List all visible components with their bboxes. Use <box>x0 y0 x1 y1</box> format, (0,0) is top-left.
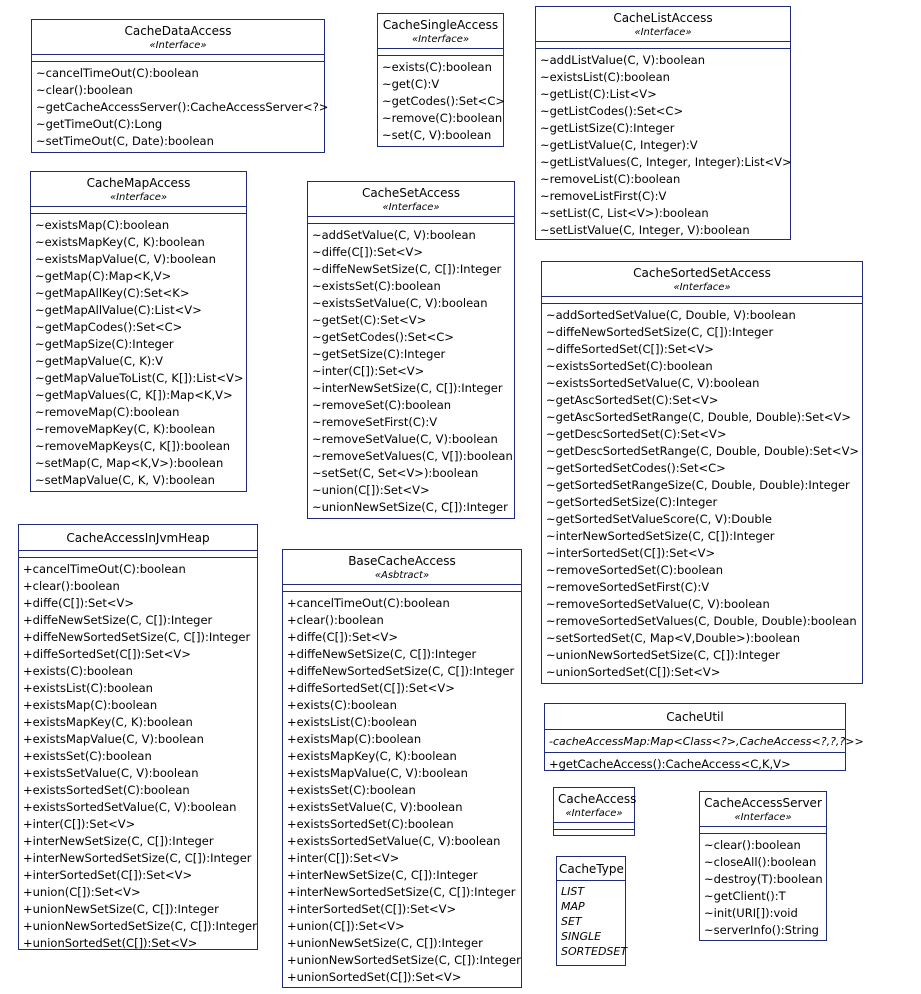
method-section <box>545 752 845 775</box>
method: ~getSortedSetValueScore(C, V):Double <box>546 512 772 526</box>
method-section <box>283 591 521 988</box>
class-cache-map-access[interactable] <box>30 171 247 492</box>
method: ~getCacheAccessServer():CacheAccessServer<?> <box>36 100 329 114</box>
method: ~init(URI[]):void <box>704 906 798 920</box>
class-name: CacheUtil <box>666 710 724 724</box>
class-cache-access[interactable] <box>553 787 635 836</box>
method: +unionNewSetSize(C, C[]):Integer <box>23 902 219 916</box>
method: +existsMapKey(C, K):boolean <box>287 749 457 763</box>
method: ~getSetCodes():Set<C> <box>312 330 454 344</box>
method: ~inter(C[]):Set<V> <box>312 364 425 378</box>
method: ~removeMap(C):boolean <box>35 405 180 419</box>
method: ~serverInfo():String <box>704 923 819 937</box>
class-stereotype: «Interface» <box>565 808 623 819</box>
method: ~getDescSortedSetRange(C, Double, Double):Set<V> <box>546 444 860 458</box>
method: ~removeSortedSetValue(C, V):boolean <box>546 597 770 611</box>
method: ~addListValue(C, V):boolean <box>540 53 705 67</box>
method: ~getSet(C):Set<V> <box>312 313 427 327</box>
attribute-section <box>545 730 864 752</box>
method: ~getMapAllValue(C):List<V> <box>35 303 202 317</box>
method: ~removeSortedSet(C):boolean <box>546 563 723 577</box>
method: ~interSortedSet(C[]):Set<V> <box>546 546 716 560</box>
method: ~existsList(C):boolean <box>540 70 670 84</box>
method: ~getMapAllKey(C):Set<K> <box>35 286 190 300</box>
method: ~union(C[]):Set<V> <box>312 483 430 497</box>
method: +union(C[]):Set<V> <box>287 919 405 933</box>
method: +interSortedSet(C[]):Set<V> <box>287 902 457 916</box>
method: +inter(C[]):Set<V> <box>287 851 400 865</box>
class-name: CacheType <box>559 862 624 876</box>
class-name: CacheSetAccess <box>361 186 461 200</box>
method: +existsMapValue(C, V):boolean <box>287 766 468 780</box>
class-name: CacheDataAccess <box>124 24 232 38</box>
method-section <box>19 557 257 954</box>
method: ~diffeNewSortedSetSize(C, C[]):Integer <box>546 325 774 339</box>
class-header <box>700 792 826 827</box>
method: ~setTimeOut(C, Date):boolean <box>36 134 214 148</box>
method: +getCacheAccess():CacheAccess<C,K,V> <box>549 757 791 771</box>
method: ~getAscSortedSet(C):Set<V> <box>546 393 719 407</box>
method: ~getMapValue(C, K):V <box>35 354 163 368</box>
class-cache-data-access[interactable] <box>31 19 329 153</box>
class-header <box>283 550 521 585</box>
class-cache-util[interactable] <box>544 703 864 771</box>
class-name: CacheAccess <box>558 792 637 806</box>
method: ~getSortedSetSize(C):Integer <box>546 495 718 509</box>
method: +diffe(C[]):Set<V> <box>287 630 399 644</box>
method-section <box>31 213 246 491</box>
method-section <box>378 55 503 146</box>
class-cache-access-server[interactable] <box>699 791 827 941</box>
method: ~existsMapKey(C, K):boolean <box>35 235 205 249</box>
method: ~set(C, V):boolean <box>382 128 492 142</box>
method: ~addSetValue(C, V):boolean <box>312 228 476 242</box>
method: +diffeSortedSet(C[]):Set<V> <box>287 681 455 695</box>
class-stereotype: «Interface» <box>634 27 692 38</box>
method: ~setSortedSet(C, Map<V,Double>):boolean <box>546 631 801 645</box>
method: +existsSortedSet(C):boolean <box>287 817 454 831</box>
method: ~unionSortedSet(C[]):Set<V> <box>546 665 721 679</box>
class-stereotype: «Interface» <box>149 40 207 51</box>
method: ~unionNewSetSize(C, C[]):Integer <box>312 500 508 514</box>
method: +existsSortedSetValue(C, V):boolean <box>287 834 501 848</box>
method: +existsSortedSetValue(C, V):boolean <box>23 800 237 814</box>
class-name: CacheAccessInJvmHeap <box>66 531 210 545</box>
method: +diffe(C[]):Set<V> <box>23 596 135 610</box>
class-name: CacheListAccess <box>613 11 713 25</box>
method: ~existsMapValue(C, V):boolean <box>35 252 216 266</box>
method: +cancelTimeOut(C):boolean <box>23 562 186 576</box>
method: ~getSortedSetRangeSize(C, Double, Double):Integer <box>546 478 850 492</box>
class-stereotype: «Asbtract» <box>374 570 430 581</box>
method: ~getDescSortedSet(C):Set<V> <box>546 427 727 441</box>
method: ~removeSetValues(C, V[]):boolean <box>312 449 513 463</box>
method: ~removeSortedSetValues(C, Double, Double):boolean <box>546 614 857 628</box>
method: ~existsSortedSetValue(C, V):boolean <box>546 376 760 390</box>
method: +interNewSetSize(C, C[]):Integer <box>23 834 214 848</box>
method: ~diffe(C[]):Set<V> <box>312 245 424 259</box>
method: ~clear():boolean <box>36 83 133 97</box>
method: +unionSortedSet(C[]):Set<V> <box>23 936 198 950</box>
class-stereotype: «Interface» <box>382 202 440 213</box>
method: +exists(C):boolean <box>287 698 397 712</box>
class-stereotype: «Interface» <box>109 192 168 203</box>
class-cache-list-access[interactable] <box>535 6 791 240</box>
method: ~getTimeOut(C):Long <box>36 117 163 131</box>
enum-cache-type[interactable] <box>556 856 626 966</box>
method: +diffeNewSetSize(C, C[]):Integer <box>23 613 213 627</box>
class-stereotype: «Interface» <box>734 812 792 823</box>
method: +unionNewSortedSetSize(C, C[]):Integer <box>23 919 257 933</box>
method: +existsSetValue(C, V):boolean <box>287 800 463 814</box>
method: +existsMapKey(C, K):boolean <box>23 715 193 729</box>
method: ~setListValue(C, Integer, V):boolean <box>540 223 750 237</box>
method: ~getList(C):List<V> <box>540 87 657 101</box>
method: ~removeMapKeys(C, K[]):boolean <box>35 439 231 453</box>
class-stereotype: «Interface» <box>673 282 731 293</box>
method: ~interNewSortedSetSize(C, C[]):Integer <box>546 529 775 543</box>
method: ~setMap(C, Map<K,V>):boolean <box>35 456 224 470</box>
method: ~existsSetValue(C, V):boolean <box>312 296 488 310</box>
method: ~removeListFirst(C):V <box>540 189 667 203</box>
method: +diffeNewSortedSetSize(C, C[]):Integer <box>287 664 515 678</box>
method: +existsMap(C):boolean <box>23 698 158 712</box>
method: ~addSortedSetValue(C, Double, V):boolean <box>546 308 796 322</box>
class-header <box>19 525 257 551</box>
class-cache-sorted-set-access[interactable] <box>541 261 863 684</box>
method: +existsSortedSet(C):boolean <box>23 783 190 797</box>
method: +interNewSetSize(C, C[]):Integer <box>287 868 478 882</box>
class-header <box>536 7 790 42</box>
class-cache-single-access[interactable] <box>377 13 504 147</box>
method: +diffeNewSortedSetSize(C, C[]):Integer <box>23 630 251 644</box>
method: ~getMap(C):Map<K,V> <box>35 269 172 283</box>
method: ~unionNewSortedSetSize(C, C[]):Integer <box>546 648 780 662</box>
method: ~cancelTimeOut(C):boolean <box>36 66 199 80</box>
method: ~existsMap(C):boolean <box>35 218 170 232</box>
method: ~diffeNewSetSize(C, C[]):Integer <box>312 262 502 276</box>
enum-literal: MAP <box>561 900 585 913</box>
method: +diffeNewSetSize(C, C[]):Integer <box>287 647 477 661</box>
class-base-cache-access[interactable] <box>282 549 522 988</box>
method: +unionNewSortedSetSize(C, C[]):Integer <box>287 953 521 967</box>
method: +diffeSortedSet(C[]):Set<V> <box>23 647 191 661</box>
attribute: -cacheAccessMap:Map<Class<?>,CacheAccess<?,?,?>> <box>549 735 864 748</box>
class-header <box>554 788 637 823</box>
method-section <box>308 223 514 518</box>
class-name: CacheSortedSetAccess <box>633 266 771 280</box>
method: ~getMapValueToList(C, K[]):List<V> <box>35 371 244 385</box>
class-header <box>308 182 514 217</box>
class-header <box>557 857 625 881</box>
literal-section <box>557 881 628 961</box>
method: ~getAscSortedSetRange(C, Double, Double):Set<V> <box>546 410 852 424</box>
method: ~getMapCodes():Set<C> <box>35 320 183 334</box>
method-section <box>542 303 862 683</box>
method: ~removeMapKey(C, K):boolean <box>35 422 216 436</box>
method: ~existsSet(C):boolean <box>312 279 441 293</box>
method: +clear():boolean <box>287 613 384 627</box>
method: +interNewSortedSetSize(C, C[]):Integer <box>23 851 252 865</box>
method: +existsSet(C):boolean <box>23 749 152 763</box>
method: +existsList(C):boolean <box>23 681 153 695</box>
method: ~get(C):V <box>382 77 440 91</box>
class-header <box>542 262 862 297</box>
method: ~getMapSize(C):Integer <box>35 337 174 351</box>
method: +clear():boolean <box>23 579 120 593</box>
method-section <box>536 48 790 241</box>
method: +exists(C):boolean <box>23 664 133 678</box>
method: ~remove(C):boolean <box>382 111 503 125</box>
method: ~removeSetValue(C, V):boolean <box>312 432 498 446</box>
class-stereotype: «Interface» <box>411 34 470 45</box>
method: +existsSetValue(C, V):boolean <box>23 766 199 780</box>
method: ~exists(C):boolean <box>382 60 492 74</box>
method: ~removeSetFirst(C):V <box>312 415 438 429</box>
method: ~removeList(C):boolean <box>540 172 681 186</box>
class-name: CacheAccessServer <box>704 796 822 810</box>
method-section <box>32 61 329 152</box>
method: ~setMapValue(C, K, V):boolean <box>35 473 215 487</box>
enum-literal: SET <box>561 915 582 928</box>
method-section <box>700 833 826 941</box>
class-header <box>378 14 503 49</box>
method: +interNewSortedSetSize(C, C[]):Integer <box>287 885 516 899</box>
method: ~getListValue(C, Integer):V <box>540 138 698 152</box>
method: ~existsSortedSet(C):boolean <box>546 359 713 373</box>
method-section <box>554 829 634 836</box>
enum-literal: SINGLE <box>561 930 602 943</box>
class-name: CacheSingleAccess <box>382 18 499 32</box>
method: +existsSet(C):boolean <box>287 783 416 797</box>
method: ~getCodes():Set<C> <box>382 94 505 108</box>
method: ~getListSize(C):Integer <box>540 121 675 135</box>
method: ~getSortedSetCodes():Set<C> <box>546 461 726 475</box>
method: ~getMapValues(C, K[]):Map<K,V> <box>35 388 233 402</box>
method: ~destroy(T):boolean <box>704 872 823 886</box>
method: ~clear():boolean <box>704 838 801 852</box>
method: +existsMap(C):boolean <box>287 732 422 746</box>
class-name: CacheMapAccess <box>86 176 191 190</box>
class-cache-access-in-jvm-heap[interactable] <box>18 524 258 950</box>
method: ~getListValues(C, Integer, Integer):List<V> <box>540 155 792 169</box>
method: ~removeSortedSetFirst(C):V <box>546 580 710 594</box>
class-cache-set-access[interactable] <box>307 181 515 519</box>
method: +cancelTimeOut(C):boolean <box>287 596 450 610</box>
method: +inter(C[]):Set<V> <box>23 817 136 831</box>
class-header <box>545 704 845 730</box>
method: ~getListCodes():Set<C> <box>540 104 684 118</box>
method: ~removeSet(C):boolean <box>312 398 452 412</box>
method: ~interNewSetSize(C, C[]):Integer <box>312 381 503 395</box>
method: +interSortedSet(C[]):Set<V> <box>23 868 193 882</box>
method: +existsMapValue(C, V):boolean <box>23 732 204 746</box>
enum-literal: SORTEDSET <box>561 945 628 958</box>
class-name: BaseCacheAccess <box>348 554 456 568</box>
method: ~getClient():T <box>704 889 786 903</box>
method: +union(C[]):Set<V> <box>23 885 141 899</box>
method: ~diffeSortedSet(C[]):Set<V> <box>546 342 714 356</box>
method: +existsList(C):boolean <box>287 715 417 729</box>
method: +unionNewSetSize(C, C[]):Integer <box>287 936 483 950</box>
class-header <box>31 172 246 207</box>
enum-literal: LIST <box>561 885 585 898</box>
method: ~closeAll():boolean <box>704 855 817 869</box>
method: +unionSortedSet(C[]):Set<V> <box>287 970 462 984</box>
method: ~setSet(C, Set<V>):boolean <box>312 466 479 480</box>
method: ~getSetSize(C):Integer <box>312 347 446 361</box>
class-header <box>32 20 324 55</box>
method: ~setList(C, List<V>):boolean <box>540 206 709 220</box>
